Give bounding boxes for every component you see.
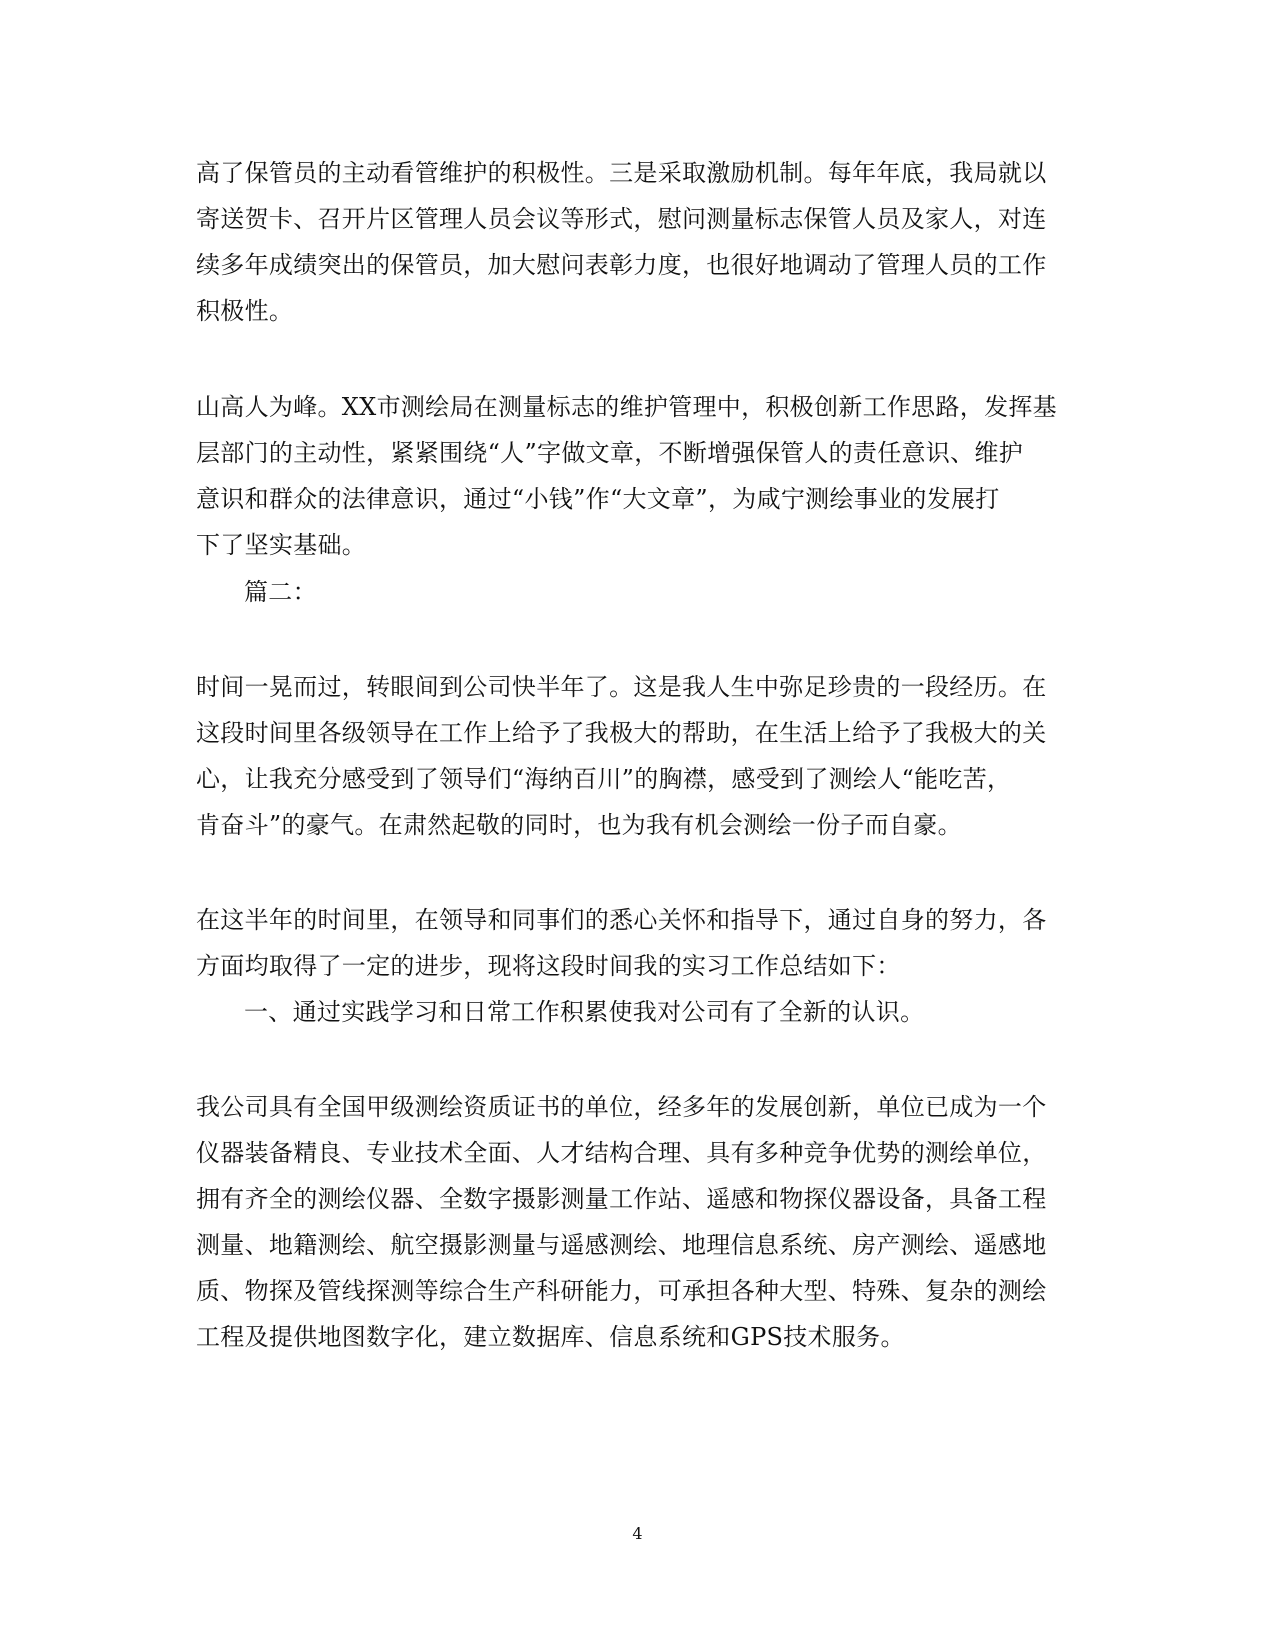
- text-line: 意识和群众的法律意识，通过“小钱”作“大文章”，为咸宁测绘事业的发展打: [196, 485, 1000, 513]
- text-line: 质、物探及管线探测等综合生产科研能力，可承担各种大型、特殊、复杂的测绘: [196, 1277, 1047, 1305]
- text-line: 下了坚实基础。: [196, 531, 367, 559]
- text-line: 在这半年的时间里，在领导和同事们的悉心关怀和指导下，通过自身的努力，各: [196, 906, 1047, 934]
- section-heading: 篇二：: [244, 578, 317, 606]
- page-number: 4: [632, 1524, 643, 1543]
- text-line: 时间一晃而过，转眼间到公司快半年了。这是我人生中弥足珍贵的一段经历。在: [196, 673, 1047, 701]
- text-line: 仪器装备精良、专业技术全面、人才结构合理、具有多种竞争优势的测绘单位，: [196, 1139, 1047, 1167]
- text-line: 测量、地籍测绘、航空摄影测量与遥感测绘、地理信息系统、房产测绘、遥感地: [196, 1231, 1047, 1259]
- text-line: 寄送贺卡、召开片区管理人员会议等形式，慰问测量标志保管人员及家人，对连: [196, 205, 1047, 233]
- text-line: 积极性。: [196, 297, 294, 325]
- text-line: 肯奋斗”的豪气。在肃然起敬的同时，也为我有机会测绘一份子而自豪。: [196, 811, 962, 839]
- text-line: 拥有齐全的测绘仪器、全数字摄影测量工作站、遥感和物探仪器设备，具备工程: [196, 1185, 1047, 1213]
- text-line: 心，让我充分感受到了领导们“海纳百川”的胸襟，感受到了测绘人“能吃苦，: [196, 765, 1012, 793]
- numbered-heading: 一、通过实践学习和日常工作积累使我对公司有了全新的认识。: [244, 998, 925, 1026]
- text-line: 方面均取得了一定的进步，现将这段时间我的实习工作总结如下：: [196, 952, 901, 980]
- text-line: 续多年成绩突出的保管员，加大慰问表彰力度，也很好地调动了管理人员的工作: [196, 251, 1047, 279]
- text-line: 我公司具有全国甲级测绘资质证书的单位，经多年的发展创新，单位已成为一个: [196, 1093, 1047, 1121]
- text-line: 高了保管员的主动看管维护的积极性。三是采取激励机制。每年年底，我局就以: [196, 159, 1047, 187]
- text-line: 层部门的主动性，紧紧围绕“人”字做文章，不断增强保管人的责任意识、维护: [196, 439, 1024, 467]
- text-line: 工程及提供地图数字化，建立数据库、信息系统和GPS技术服务。: [196, 1323, 905, 1351]
- text-line: 山高人为峰。XX市测绘局在测量标志的维护管理中，积极创新工作思路，发挥基: [196, 393, 1057, 421]
- text-line: 这段时间里各级领导在工作上给予了我极大的帮助，在生活上给予了我极大的关: [196, 719, 1047, 747]
